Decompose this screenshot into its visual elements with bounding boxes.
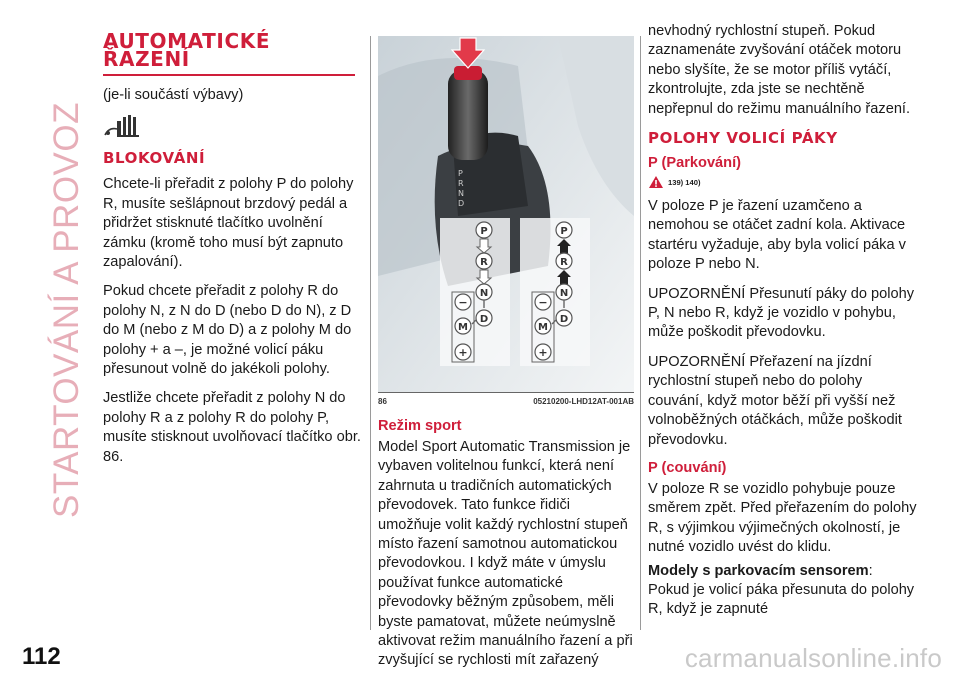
left-gate-plus: +	[458, 346, 468, 359]
warning-references	[648, 175, 918, 189]
svg-text:R: R	[458, 179, 464, 188]
right-gate-plus: +	[538, 346, 548, 359]
figure-number: 86	[378, 397, 387, 406]
engine-variant-icon	[103, 113, 363, 143]
figure-caption	[378, 392, 634, 406]
figure-code: 05210200-LHD12AT-001AB	[533, 397, 634, 406]
page-heading-line-2: ŘAZENÍ	[103, 47, 190, 71]
right-gate-r: R	[560, 257, 568, 268]
sensor-colon: :	[868, 562, 873, 579]
sport-mode-text: Model Sport Automatic Transmission je vybaven volitelnou funkcí, která není zahrnuta u tradičních automatických převodovek. Tato funkce řidiči umožňuje volit každý rychlostní stupeň místo řazení samotnou automatickou převodovkou. I když máte v úmyslu používat funkce automatické převodovky běžným způsobem, měli byste pamatovat, můžete neúmyslně aktivovat režim manuálního řazení a při zvyšující se rychlosti mít zařazený	[378, 439, 633, 669]
sensor-label: Modely s parkovacím sensorem	[648, 562, 869, 579]
column-2	[378, 36, 634, 681]
right-gate-minus: −	[538, 296, 548, 309]
reverse-text: V poloze R se vozidlo pohybuje pouze směrem zpět. Před přeřazením do polohy R, s výjimkou výjimečných okolností, je nutné vozidlo uvést do klidu.	[648, 480, 917, 556]
paragraph-2: Pokud chcete přeřadit z polohy R do polohy N, z N do D (nebo D do N), z D do M (nebo z M do D) a z polohy M do polohy + a –, je možné volicí páku přesunout volně do jakékoli polohy.	[103, 283, 352, 378]
side-chapter-title	[42, 30, 92, 590]
left-gate-d: D	[479, 314, 489, 325]
left-gate-r: R	[480, 257, 488, 268]
page-heading	[103, 29, 363, 71]
right-gate-p: P	[560, 226, 568, 237]
reverse-heading: P (couvání)	[648, 459, 727, 476]
right-gate-n: N	[559, 288, 569, 299]
left-gate-minus: −	[458, 296, 468, 309]
sensor-text: Pokud je volicí páka přesunuta do polohy R, když je zapnuté	[648, 581, 915, 618]
heading-rule	[103, 74, 355, 76]
left-gate-p: P	[480, 226, 488, 237]
right-gate-d: D	[559, 314, 569, 325]
left-shift-gate	[440, 218, 510, 366]
left-gate-n: N	[479, 288, 489, 299]
column-divider-2	[640, 36, 641, 630]
park-text: V poloze P je řazení uzamčeno a nemohou se otáčet zadní kola. Aktivace startéru vyžaduje, aby byla volicí páka v poloze P nebo N.	[648, 198, 906, 273]
warning-triangle-icon	[648, 175, 664, 189]
section-heading-lever-positions: POLOHY VOLICÍ PÁKY	[648, 129, 838, 148]
column-3	[648, 22, 918, 630]
park-heading: P (Parkování)	[648, 155, 742, 172]
page-number: 112	[22, 643, 61, 670]
section-heading-blocking: BLOKOVÁNÍ	[103, 149, 206, 168]
caution-2: UPOZORNĚNÍ Přeřazení na jízdní rychlostní stupeň nebo do polohy couvání, když motor běží při vyšší než volnoběžných otáčkách, může poškodit převodovku.	[648, 353, 902, 448]
svg-text:N: N	[458, 189, 464, 198]
equipment-note: (je-li součástí výbavy)	[103, 87, 244, 103]
paragraph-1: Chcete-li přeřadit z polohy P do polohy R, musíte sešlápnout brzdový pedál a přidržet stisknuté tlačítko uvolnění zámku (kromě toho musí být zapnuto zapalování).	[103, 176, 354, 271]
paragraph-3: Jestliže chcete přeřadit z polohy N do polohy R a z polohy R do polohy P, musíte stisknout uvolňovací tlačítko obr. 86.	[103, 390, 361, 465]
right-gate-m: M	[538, 322, 548, 333]
watermark: carmanualsonline.info	[684, 643, 942, 673]
left-gate-m: M	[458, 322, 468, 333]
column-1	[103, 22, 363, 477]
page-heading-line-1: AUTOMATICKÉ	[103, 29, 271, 53]
svg-text:D: D	[458, 199, 465, 208]
column-divider-1	[370, 36, 371, 630]
sensor-line	[648, 562, 918, 581]
svg-text:P: P	[458, 169, 463, 178]
caution-1: UPOZORNĚNÍ Přesunutí páky do polohy P, N nebo R, když je vozidlo v pohybu, může poškodit převodovku.	[648, 285, 915, 341]
right-shift-gate	[520, 218, 590, 366]
warning-reference-numbers: 139) 140)	[668, 177, 701, 187]
sport-mode-heading: Režim sport	[378, 418, 462, 434]
side-chapter-title-text: STARTOVÁNÍ A PROVOZ	[47, 102, 86, 518]
gear-lever-illustration	[378, 36, 634, 392]
gear-lever-figure	[378, 36, 634, 392]
continued-text: nevhodný rychlostní stupeň. Pokud zaznamenáte zvyšování otáček motoru nebo slyšíte, že se motor příliš vytáčí, zkontrolujte, zda jste se nechtěně nepřepnul do režimu manuálního řazení.	[648, 23, 911, 117]
